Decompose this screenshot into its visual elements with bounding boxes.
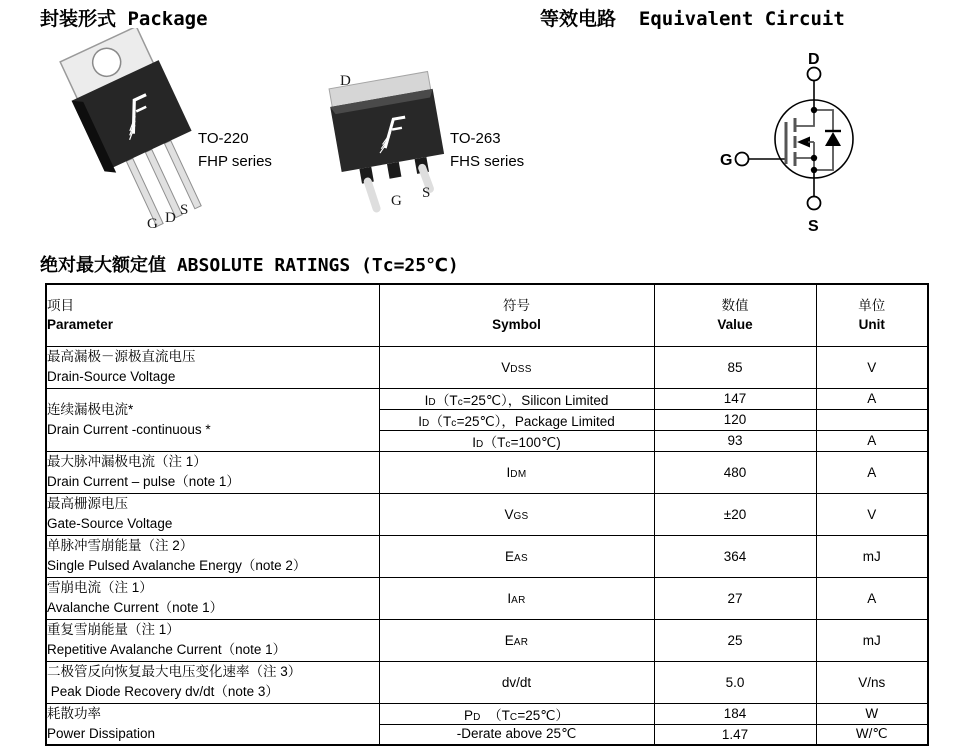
ratings-table-body — [46, 346, 928, 745]
value-cell: 93 — [654, 430, 816, 451]
header-value — [654, 284, 816, 346]
circuit-pin-label-g: G — [720, 152, 733, 169]
table-row — [46, 346, 928, 388]
unit-cell: A — [816, 430, 928, 451]
header-value-cn: 数值 — [721, 297, 749, 313]
table-row — [46, 388, 928, 409]
param-cell: 连续漏极电流* Drain Current -continuous * — [46, 388, 379, 451]
to220-series: FHP series — [198, 152, 272, 170]
value-cell: 5.0 — [654, 661, 816, 703]
symbol-cell: ID（Tc=25℃），Package Limited — [379, 409, 654, 430]
param-cell: 雪崩电流（注 1） Avalanche Current（note 1） — [46, 577, 379, 619]
param-cell: 最大脉冲漏极电流（注 1） Drain Current – pulse（note 1） — [46, 451, 379, 493]
value-cell: 120 — [654, 409, 816, 430]
value-cell: 147 — [654, 388, 816, 409]
header-value-en: Value — [717, 317, 753, 333]
header-symbol — [379, 284, 654, 346]
unit-cell: W — [816, 703, 928, 724]
to263-pin-label-d: D — [340, 73, 351, 89]
to220-name: TO-220 — [198, 130, 249, 147]
header-unit — [816, 284, 928, 346]
header-parameter-cn: 项目 — [47, 297, 74, 313]
param-cell: 单脉冲雪崩能量（注 2） Single Pulsed Avalanche Energy（note 2） — [46, 535, 379, 577]
unit-cell: V/ns — [816, 661, 928, 703]
header-symbol-cn: 符号 — [503, 297, 530, 313]
to263-series: FHS series — [450, 152, 525, 170]
value-cell: 25 — [654, 619, 816, 661]
equivalent-circuit-diagram — [698, 40, 958, 250]
table-row — [46, 535, 928, 577]
to263-caption — [450, 128, 524, 173]
to263-pin-label-g: G — [391, 193, 402, 209]
to220-pin-label-g: G — [147, 216, 158, 232]
symbol-cell: EAS — [379, 535, 654, 577]
unit-cell: A — [816, 451, 928, 493]
symbol-cell: PD （TC=25℃） — [379, 703, 654, 724]
header-parameter-en: Parameter — [47, 317, 114, 333]
unit-cell: A — [816, 577, 928, 619]
to263-name: TO-263 — [450, 130, 501, 147]
unit-cell: mJ — [816, 619, 928, 661]
param-cell: 二极管反向恢复最大电压变化速率（注 3） Peak Diode Recovery dv/dt（note 3） — [46, 661, 379, 703]
value-cell: 364 — [654, 535, 816, 577]
circuit-pin-label-d: D — [808, 51, 820, 68]
table-row — [46, 577, 928, 619]
table-row — [46, 703, 928, 724]
value-cell: 480 — [654, 451, 816, 493]
table-row — [46, 661, 928, 703]
param-cell: 重复雪崩能量（注 1） Repetitive Avalanche Current（note 1） — [46, 619, 379, 661]
value-cell: 1.47 — [654, 724, 816, 745]
equivalent-circuit-section-title: 等效电路 Equivalent Circuit — [540, 8, 845, 30]
to220-pin-label-d: D — [165, 210, 176, 226]
unit-cell: A — [816, 388, 928, 409]
unit-cell: V — [816, 493, 928, 535]
symbol-cell: dv/dt — [379, 661, 654, 703]
param-cell: 最高漏极－源极直流电压 Drain-Source Voltage — [46, 346, 379, 388]
ratings-section-title: 绝对最大额定值 ABSOLUTE RATINGS (Tc=25℃) — [40, 255, 459, 276]
unit-cell — [816, 409, 928, 430]
symbol-cell: VGS — [379, 493, 654, 535]
unit-cell: mJ — [816, 535, 928, 577]
param-cell: 耗散功率 Power Dissipation — [46, 703, 379, 745]
table-row — [46, 451, 928, 493]
header-unit-en: Unit — [858, 317, 885, 333]
symbol-cell: -Derate above 25℃ — [379, 724, 654, 745]
header-symbol-en: Symbol — [492, 317, 541, 333]
table-header-row — [46, 284, 928, 346]
to220-caption — [198, 128, 272, 173]
unit-cell: W/℃ — [816, 724, 928, 745]
value-cell: 184 — [654, 703, 816, 724]
param-cell: 最高栅源电压 Gate-Source Voltage — [46, 493, 379, 535]
symbol-cell: IDM — [379, 451, 654, 493]
table-row — [46, 619, 928, 661]
package-section-title: 封装形式 Package — [40, 8, 208, 30]
value-cell: 85 — [654, 346, 816, 388]
circuit-pin-label-s: S — [808, 218, 819, 235]
symbol-cell: EAR — [379, 619, 654, 661]
table-row — [46, 493, 928, 535]
absolute-ratings-table — [45, 283, 929, 746]
value-cell: ±20 — [654, 493, 816, 535]
symbol-cell: ID（Tc=25℃），Silicon Limited — [379, 388, 654, 409]
unit-cell: V — [816, 346, 928, 388]
header-unit-cn: 单位 — [858, 297, 886, 313]
symbol-cell: ID（Tc=100℃) — [379, 430, 654, 451]
symbol-cell: IAR — [379, 577, 654, 619]
header-parameter — [46, 284, 379, 346]
value-cell: 27 — [654, 577, 816, 619]
symbol-cell: VDSS — [379, 346, 654, 388]
to220-pin-label-s: S — [180, 202, 189, 218]
to263-pin-label-s: S — [422, 185, 431, 201]
